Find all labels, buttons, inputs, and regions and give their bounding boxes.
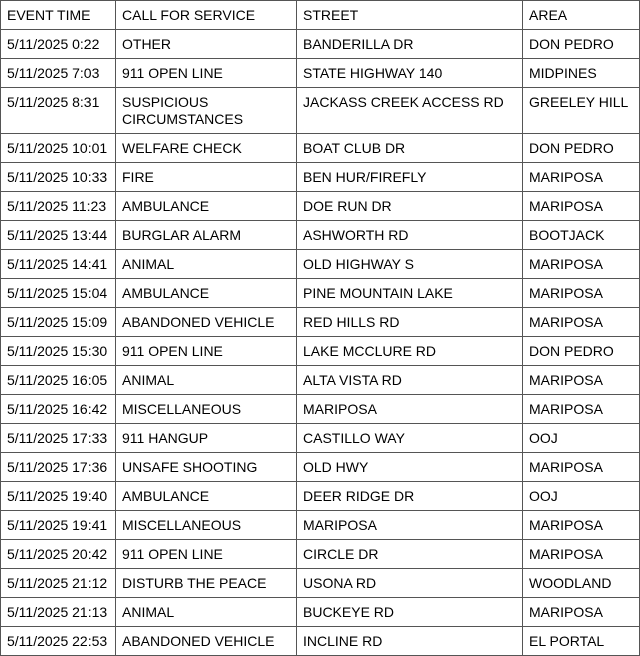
table-row	[1, 598, 640, 627]
table-row	[1, 482, 640, 511]
event-time-cell: 5/11/2025 14:41	[1, 250, 116, 279]
table-row	[1, 88, 640, 134]
street-cell: CASTILLO WAY	[297, 424, 523, 453]
street-cell: STATE HIGHWAY 140	[297, 59, 523, 88]
call-for-service-cell: BURGLAR ALARM	[116, 221, 297, 250]
table-row	[1, 134, 640, 163]
call-for-service-cell: MISCELLANEOUS	[116, 395, 297, 424]
call-for-service-cell: OTHER	[116, 30, 297, 59]
area-cell: MARIPOSA	[523, 250, 640, 279]
event-time-cell: 5/11/2025 15:09	[1, 308, 116, 337]
table-row	[1, 540, 640, 569]
table-row	[1, 337, 640, 366]
event-time-cell: 5/11/2025 8:31	[1, 88, 116, 134]
area-cell: MARIPOSA	[523, 453, 640, 482]
column-header-street: STREET	[297, 1, 523, 30]
street-cell: PINE MOUNTAIN LAKE	[297, 279, 523, 308]
call-for-service-cell: 911 OPEN LINE	[116, 337, 297, 366]
table-row	[1, 511, 640, 540]
call-for-service-cell: DISTURB THE PEACE	[116, 569, 297, 598]
street-cell: BANDERILLA DR	[297, 30, 523, 59]
street-cell: MARIPOSA	[297, 395, 523, 424]
call-for-service-cell: FIRE	[116, 163, 297, 192]
street-cell: USONA RD	[297, 569, 523, 598]
table-row	[1, 308, 640, 337]
area-cell: MARIPOSA	[523, 511, 640, 540]
area-cell: WOODLAND	[523, 569, 640, 598]
area-cell: GREELEY HILL	[523, 88, 640, 134]
event-time-cell: 5/11/2025 21:13	[1, 598, 116, 627]
street-cell: DOE RUN DR	[297, 192, 523, 221]
table-header	[1, 1, 640, 30]
event-time-cell: 5/11/2025 15:30	[1, 337, 116, 366]
event-time-cell: 5/11/2025 13:44	[1, 221, 116, 250]
street-cell: ALTA VISTA RD	[297, 366, 523, 395]
street-cell: MARIPOSA	[297, 511, 523, 540]
event-time-cell: 5/11/2025 17:33	[1, 424, 116, 453]
call-for-service-cell: AMBULANCE	[116, 192, 297, 221]
table-row	[1, 627, 640, 656]
call-for-service-cell: WELFARE CHECK	[116, 134, 297, 163]
table-row	[1, 221, 640, 250]
table-row	[1, 424, 640, 453]
area-cell: DON PEDRO	[523, 134, 640, 163]
area-cell: EL PORTAL	[523, 627, 640, 656]
call-for-service-cell: AMBULANCE	[116, 279, 297, 308]
event-time-cell: 5/11/2025 20:42	[1, 540, 116, 569]
street-cell: INCLINE RD	[297, 627, 523, 656]
table-row	[1, 250, 640, 279]
area-cell: OOJ	[523, 482, 640, 511]
header-row	[1, 1, 640, 30]
call-for-service-cell: 911 OPEN LINE	[116, 59, 297, 88]
area-cell: DON PEDRO	[523, 30, 640, 59]
call-for-service-cell: ANIMAL	[116, 366, 297, 395]
event-time-cell: 5/11/2025 0:22	[1, 30, 116, 59]
street-cell: RED HILLS RD	[297, 308, 523, 337]
street-cell: JACKASS CREEK ACCESS RD	[297, 88, 523, 134]
area-cell: MARIPOSA	[523, 395, 640, 424]
street-cell: OLD HWY	[297, 453, 523, 482]
event-time-cell: 5/11/2025 22:53	[1, 627, 116, 656]
area-cell: BOOTJACK	[523, 221, 640, 250]
event-time-cell: 5/11/2025 10:33	[1, 163, 116, 192]
street-cell: OLD HIGHWAY S	[297, 250, 523, 279]
table-row	[1, 366, 640, 395]
table-row	[1, 569, 640, 598]
call-for-service-cell: ANIMAL	[116, 598, 297, 627]
column-header-area: AREA	[523, 1, 640, 30]
table-row	[1, 59, 640, 88]
street-cell: ASHWORTH RD	[297, 221, 523, 250]
area-cell: MARIPOSA	[523, 540, 640, 569]
event-time-cell: 5/11/2025 21:12	[1, 569, 116, 598]
call-for-service-cell: ANIMAL	[116, 250, 297, 279]
street-cell: BOAT CLUB DR	[297, 134, 523, 163]
event-time-cell: 5/11/2025 10:01	[1, 134, 116, 163]
street-cell: BUCKEYE RD	[297, 598, 523, 627]
call-for-service-cell: MISCELLANEOUS	[116, 511, 297, 540]
event-time-cell: 5/11/2025 19:40	[1, 482, 116, 511]
table-row	[1, 192, 640, 221]
event-time-cell: 5/11/2025 17:36	[1, 453, 116, 482]
area-cell: MARIPOSA	[523, 279, 640, 308]
call-for-service-cell: 911 HANGUP	[116, 424, 297, 453]
table-row	[1, 453, 640, 482]
area-cell: MARIPOSA	[523, 308, 640, 337]
call-for-service-cell: AMBULANCE	[116, 482, 297, 511]
event-time-cell: 5/11/2025 19:41	[1, 511, 116, 540]
area-cell: MARIPOSA	[523, 598, 640, 627]
table-row	[1, 279, 640, 308]
street-cell: LAKE MCCLURE RD	[297, 337, 523, 366]
call-for-service-cell: SUSPICIOUS CIRCUMSTANCES	[116, 88, 297, 134]
call-for-service-cell: ABANDONED VEHICLE	[116, 627, 297, 656]
table-body	[1, 30, 640, 656]
area-cell: OOJ	[523, 424, 640, 453]
area-cell: MARIPOSA	[523, 366, 640, 395]
event-time-cell: 5/11/2025 15:04	[1, 279, 116, 308]
table-row	[1, 30, 640, 59]
event-time-cell: 5/11/2025 16:42	[1, 395, 116, 424]
call-for-service-cell: 911 OPEN LINE	[116, 540, 297, 569]
street-cell: DEER RIDGE DR	[297, 482, 523, 511]
area-cell: MARIPOSA	[523, 192, 640, 221]
table-row	[1, 395, 640, 424]
event-time-cell: 5/11/2025 7:03	[1, 59, 116, 88]
call-for-service-cell: ABANDONED VEHICLE	[116, 308, 297, 337]
street-cell: BEN HUR/FIREFLY	[297, 163, 523, 192]
event-time-cell: 5/11/2025 16:05	[1, 366, 116, 395]
area-cell: MARIPOSA	[523, 163, 640, 192]
column-header-event-time: EVENT TIME	[1, 1, 116, 30]
area-cell: MIDPINES	[523, 59, 640, 88]
street-cell: CIRCLE DR	[297, 540, 523, 569]
event-time-cell: 5/11/2025 11:23	[1, 192, 116, 221]
area-cell: DON PEDRO	[523, 337, 640, 366]
table-row	[1, 163, 640, 192]
call-for-service-cell: UNSAFE SHOOTING	[116, 453, 297, 482]
column-header-call-for-service: CALL FOR SERVICE	[116, 1, 297, 30]
